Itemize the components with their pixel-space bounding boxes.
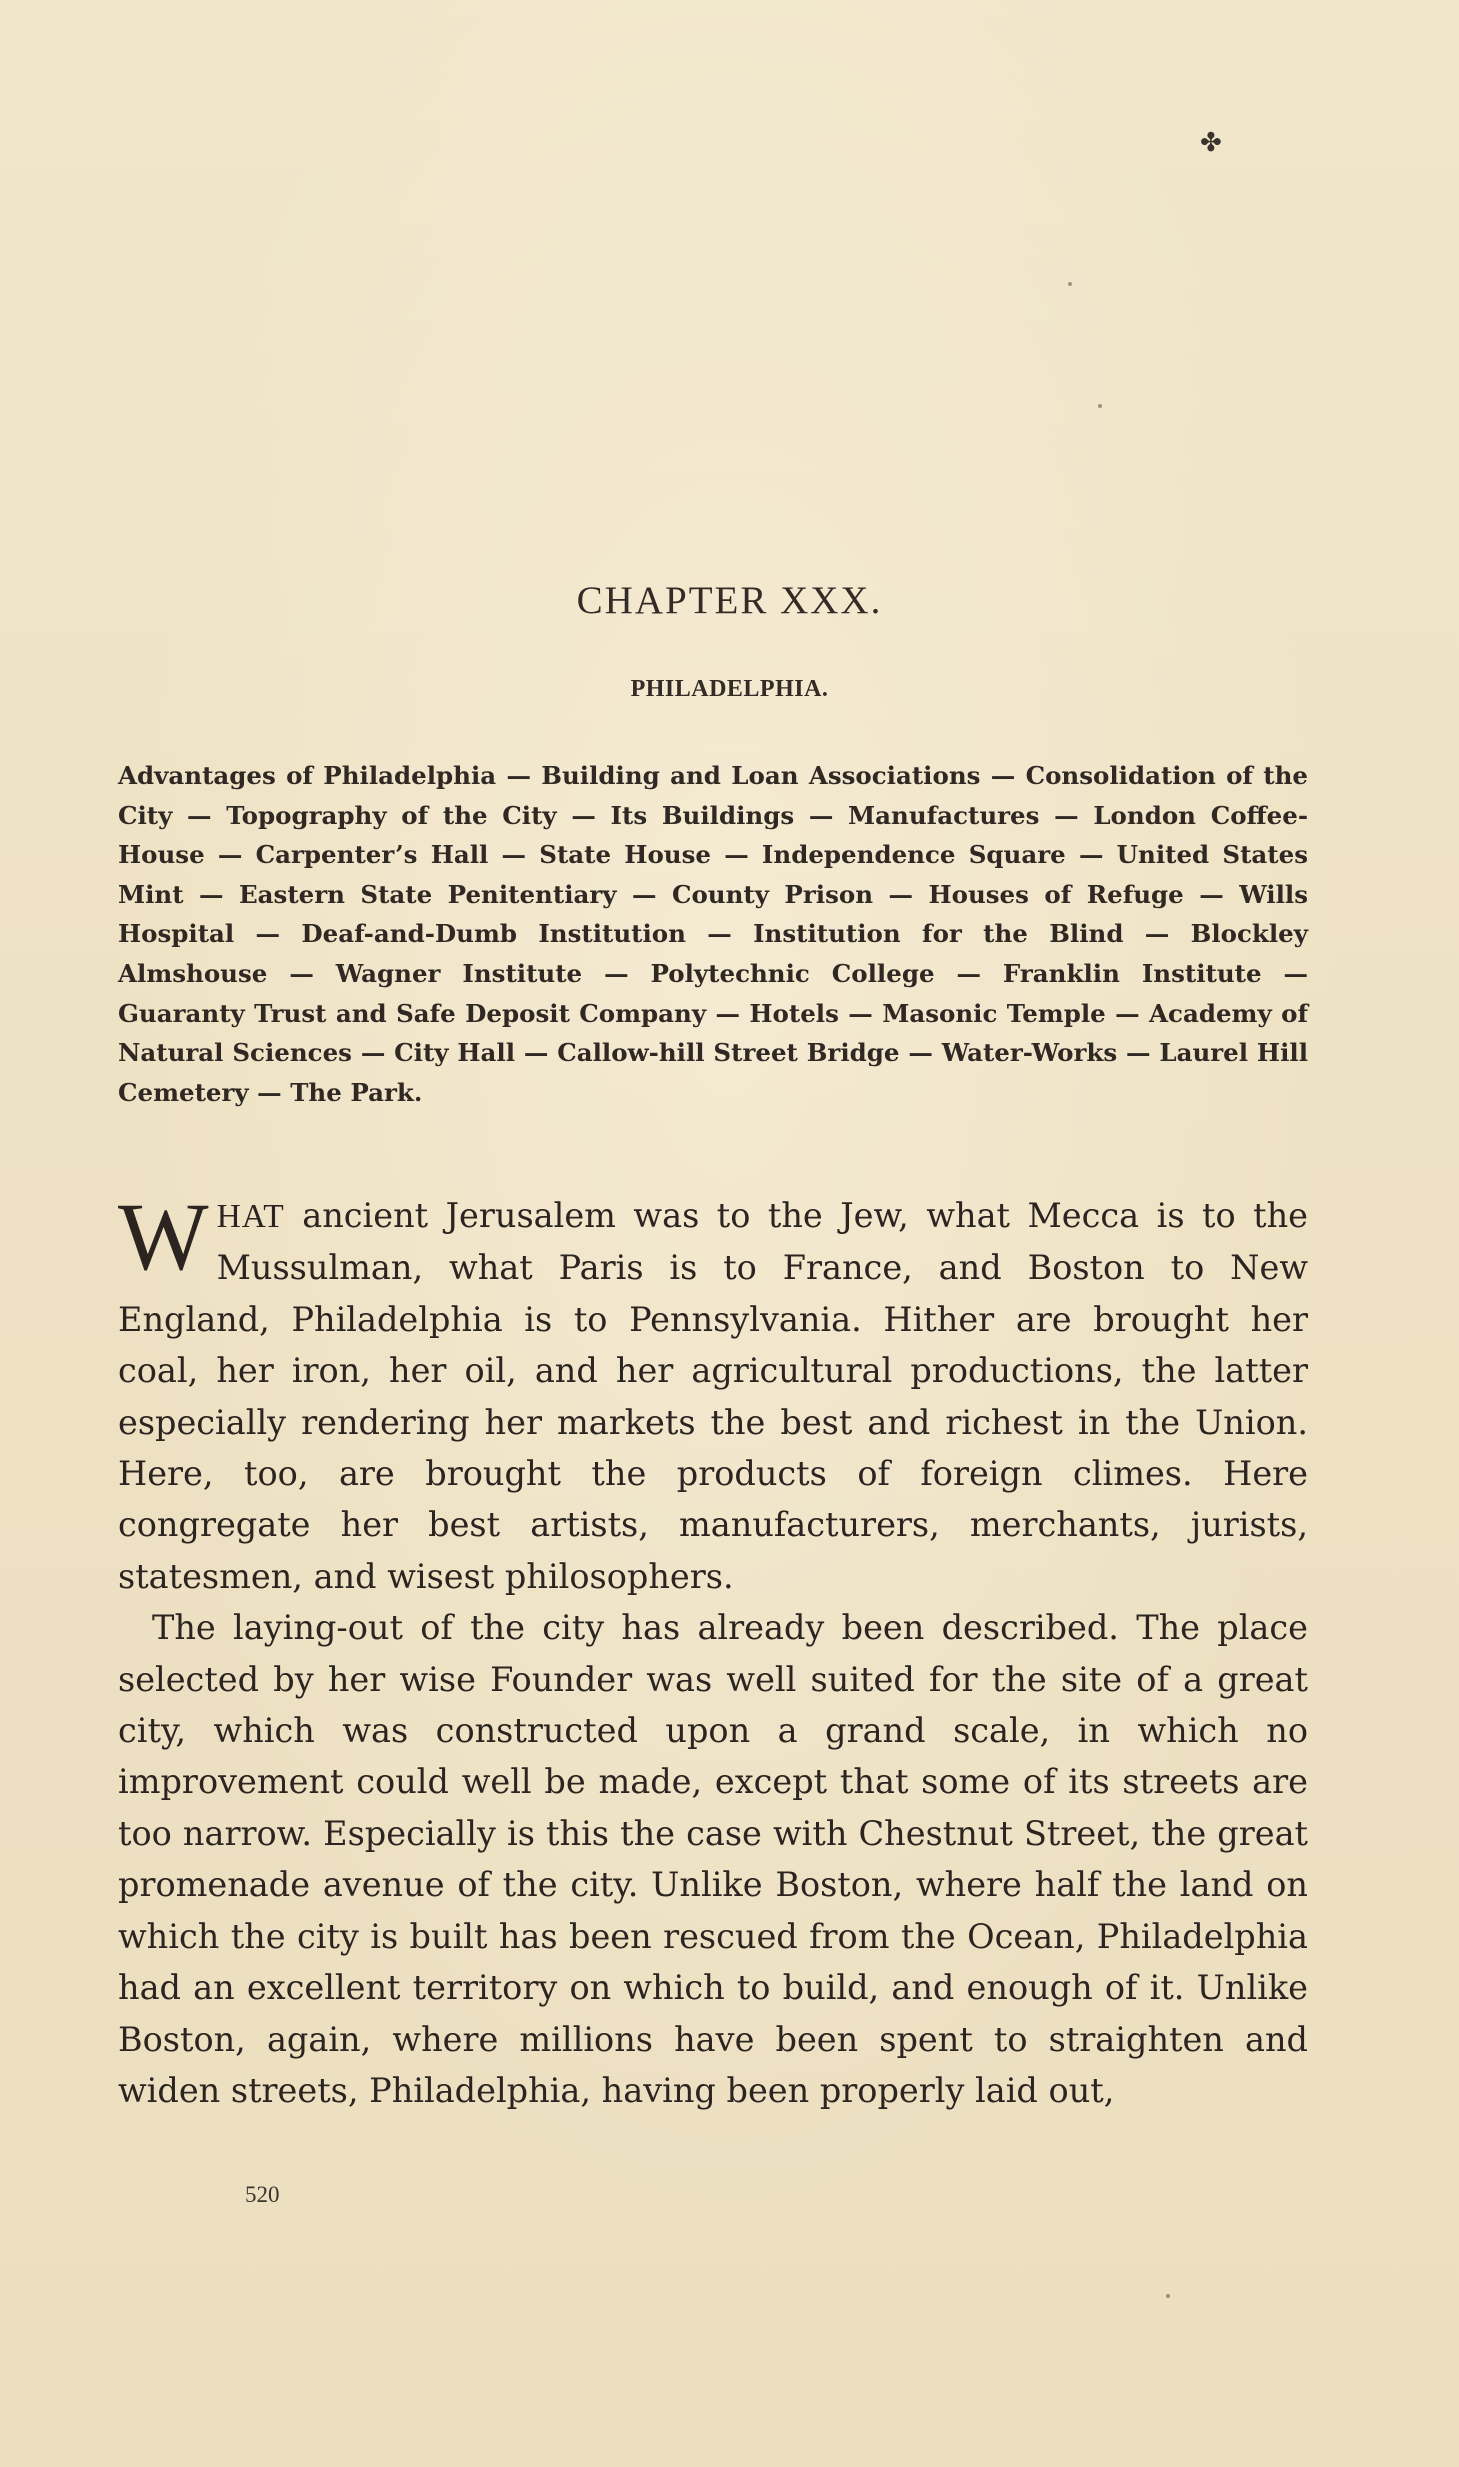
chapter-synopsis: [118, 756, 1308, 1112]
drop-cap: W: [118, 1183, 209, 1290]
paper-speck: [1098, 404, 1102, 408]
lead-word: HAT: [216, 1198, 285, 1235]
body-text: [118, 1183, 1308, 2116]
paper-speck: [1068, 282, 1072, 286]
page-number: 520: [245, 2182, 280, 2207]
paragraph-1: [118, 1183, 1308, 1602]
paragraph-1-text: ancient Jerusalem was to the Jew, what Mecca is to the Mussulman, what Paris is to France, and Boston to New England, Philadelphia is to Pennsylvania. Hither are brought her coal, her iron, her oil, and her agricultural productions, the latter especially rendering her markets the best and richest in the Union. Here, too, are brought the products of foreign climes. Here congregate her best artists, manufacturers, merchants, jurists, statesmen, and wisest philosophers.: [118, 1196, 1308, 1596]
ornament-icon: ✤: [1200, 128, 1222, 158]
paragraph-2: The laying-out of the city has already been described. The place selected by her wise Founder was well suited for the site of a great city, which was constructed upon a grand scale, in which no improvement could well be made, except that some of its streets are too narrow. Especially is this the case with Chestnut Street, the great promenade avenue of the city. Unlike Boston, where half the land on which the city is built has been rescued from the Ocean, Philadelphia had an excellent territory on which to build, and enough of it. Unlike Boston, again, where millions have been spent to straighten and widen streets, Philadelphia, having been properly laid out,: [118, 1608, 1308, 2110]
synopsis-text: Advantages of Philadelphia — Building and Loan Associations — Consolidation of the City — Topography of the City — Its Buildings — Manufactures — London Coffee-House — Carpenter’s Hall — State House — Independence Square — United States Mint — Eastern State Penitentiary — County Prison — Houses of Refuge — Wills Hospital — Deaf-and-Dumb Institution — Institution for the Blind — Blockley Almshouse — Wagner Institute — Polytechnic College — Franklin Institute — Guaranty Trust and Safe Deposit Company — Hotels — Masonic Temple — Academy of Natural Sciences — City Hall — Callow-hill Street Bridge — Water-Works — Laurel Hill Cemetery — The Park.: [118, 761, 1308, 1107]
chapter-subtitle: PHILADELPHIA.: [630, 676, 829, 702]
paper-speck: [1166, 2294, 1170, 2298]
chapter-title: CHAPTER XXX.: [576, 579, 883, 622]
